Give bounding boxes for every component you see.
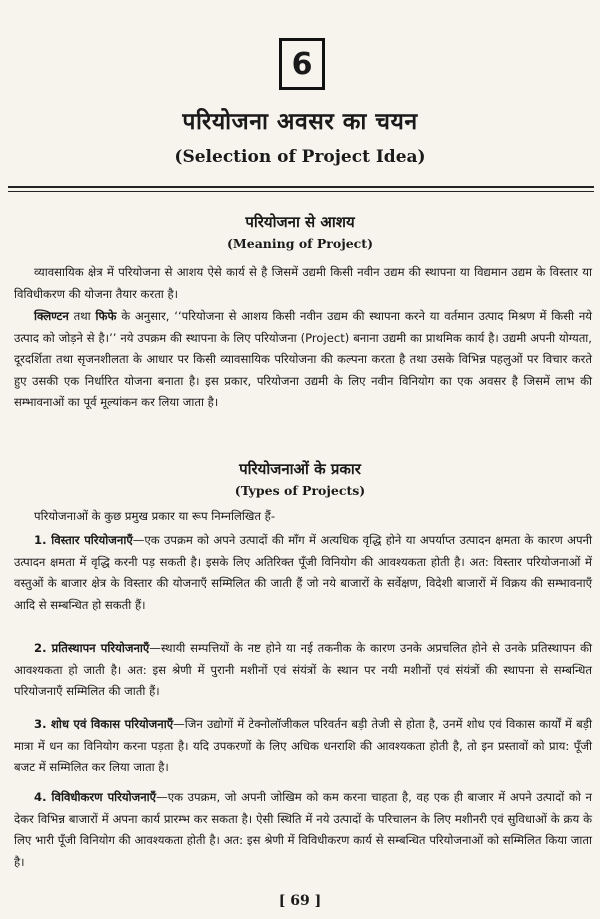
divider-thick bbox=[8, 186, 594, 188]
list-item-diversification bbox=[14, 787, 592, 873]
chapter-title-hindi: परियोजना अवसर का चयन bbox=[182, 109, 418, 135]
list-item-expansion bbox=[14, 530, 592, 616]
section-heading-types: परियोजनाओं के प्रकार bbox=[239, 460, 361, 478]
chapter-title-english: (Selection of Project Idea) bbox=[174, 147, 426, 167]
item-title: 2. प्रतिस्थापन परियोजनाएँ bbox=[34, 641, 150, 655]
list-item-research bbox=[14, 714, 592, 779]
conjunction: तथा bbox=[68, 309, 96, 323]
definition-text: के अनुसार, ‘‘परियोजना से आशय किसी नवीन उद्यम की स्थापना करने या वर्तमान उत्पाद मिश्रण में किसी नये उत्पाद को जोड़ने से है।’’ नये उपक्रम की स्थापना के लिए परियोजना (Project) बनाना उद्यमी का प्राथमिक कार्य है। उद्यमी अपनी योग्यता, दूरदर्शिता तथा सृजनशीलता के आधार पर किसी व्यावसायिक परियोजना की कल्पना करता है तथा उसके विभिन्न पहलुओं पर विचार करते हुए उसकी एक निर्धारित योजना बनाता है। इस प्रकार, परियोजना उद्यमी के लिए नवीन विनियोग का एक अवसर है जिसमें लाभ की सम्भावनाओं का पूर्व मूल्यांकन कर लिया जाता है। bbox=[14, 309, 592, 410]
paragraph-meaning-1: व्यावसायिक क्षेत्र में परियोजना से आशय ऐसे कार्य से है जिसमें उद्यमी किसी नवीन उद्यम की स्थापना या विद्यमान उद्यम के विस्तार या विविधीकरण की योजना तैयार करता है। bbox=[14, 265, 592, 301]
chapter-number-box bbox=[279, 38, 325, 90]
divider-thin bbox=[8, 191, 594, 192]
section-heading-meaning: परियोजना से आशय bbox=[245, 213, 355, 231]
item-title: 4. विविधीकरण परियोजनाएँ bbox=[34, 790, 157, 804]
author-fife: फिफे bbox=[95, 309, 117, 323]
section-subheading-types: (Types of Projects) bbox=[234, 483, 366, 498]
page-number: [ 69 ] bbox=[278, 893, 322, 909]
author-clinton: क्लिण्टन bbox=[34, 309, 69, 323]
item-text: —स्थायी सम्पत्तियों के नष्ट होने या नई तकनीक के कारण उनके अप्रचलित होने से उनके प्रतिस्थापन की आवश्यकता हो जाती है। अत: इस श्रेणी में पुरानी मशीनों एवं संयंत्रों के स्थान पर नयी मशीनों एवं संयंत्रों की स्थापना से सम्बन्धित परियोजनाएँ सम्मिलित की जाती हैं। bbox=[14, 641, 592, 699]
item-text: —एक उपक्रम को अपने उत्पादों की माँग में अत्यधिक वृद्धि होने या अपर्याप्त उत्पादन क्षमता के कारण अपनी उत्पादन क्षमता में वृद्धि करनी पड़ सकती है। इसके लिए अतिरिक्त पूँजी विनियोग की आवश्यकता होती है। अत: विस्तार परियोजनाओं में वस्तुओं के बाजार क्षेत्र के विस्तार की योजनाएँ सम्मिलित की जाती हैं जो नये बाजारों के सर्वेक्षण, विदेशी बाजारों में विक्रय की सम्भावनाएँ आदि से सम्बन्धित हो सकती हैं। bbox=[14, 533, 592, 612]
item-title: 3. शोध एवं विकास परियोजनाएँ bbox=[34, 717, 174, 731]
item-text: —एक उपक्रम, जो अपनी जोखिम को कम करना चाहता है, वह एक ही बाजार में अपने उत्पादों को न देकर विभिन्न बाजारों में अपना कार्य प्रारम्भ कर सकता है। ऐसी स्थिति में नये उत्पादों के परिचालन के लिए मशीनरी एवं सुविधाओं के क्रय के लिए भारी पूँजी विनियोग की आवश्यकता होती है। अत: इस श्रेणी में विविधीकरण कार्य से सम्बन्धित परियोजनाओं को सम्मिलित किया जाता है। bbox=[14, 790, 592, 869]
section-subheading-meaning: (Meaning of Project) bbox=[227, 236, 373, 251]
paragraph-meaning-2 bbox=[14, 306, 592, 414]
list-item-replacement bbox=[14, 638, 592, 703]
paragraph-types-intro: परियोजनाओं के कुछ प्रमुख प्रकार या रूप निम्नलिखित हैं- bbox=[34, 509, 276, 523]
item-text: —जिन उद्योगों में टेक्नोलॉजीकल परिवर्तन बड़ी तेजी से होता है, उनमें शोध एवं विकास कार्यों में बड़ी मात्रा में धन का विनियोग करना पड़ता है। यदि उपकरणों के लिए अधिक धनराशि की आवश्यकता होती है, तो इन प्रस्तावों को प्राय: पूँजी बजट में सम्मिलित कर लिया जाता है। bbox=[14, 717, 592, 775]
item-title: 1. विस्तार परियोजनाएँ bbox=[34, 533, 133, 547]
chapter-number: 6 bbox=[291, 46, 313, 82]
